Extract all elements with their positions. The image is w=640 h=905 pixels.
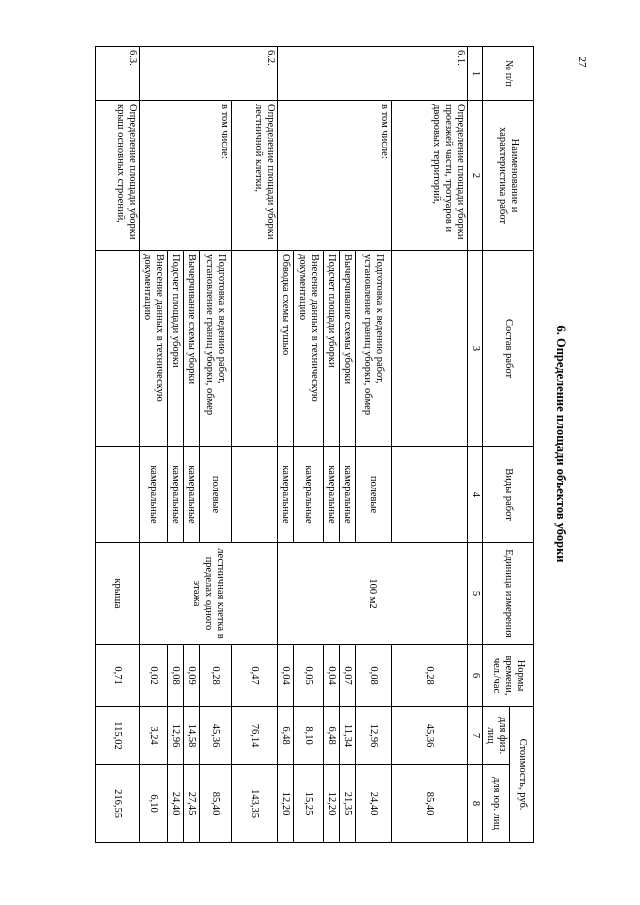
norm-cell: 0,08 <box>355 645 391 707</box>
col-number: 2 <box>467 101 482 251</box>
work-composition <box>391 251 467 447</box>
norm-cell: 0,04 <box>277 645 293 707</box>
header-name: Наименование и характеристика работ <box>482 101 533 251</box>
header-types: Виды работ <box>482 447 533 543</box>
work-type: полевые <box>199 447 231 543</box>
work-composition: Обводка схемы тушью <box>277 251 293 447</box>
header-cost-phys: для физ. лиц <box>482 707 509 765</box>
work-composition <box>95 251 139 447</box>
table-row <box>355 47 391 843</box>
table-row <box>199 47 231 843</box>
work-composition: Вычерчивание схемы уборки <box>339 251 355 447</box>
unit-cell: 100 м2 <box>277 543 467 645</box>
work-name: Определение площади уборки проезжей части, тротуаров и дворовых территорий, <box>391 101 467 251</box>
rotated-page-content <box>112 46 568 842</box>
cost-legal-cell: 24,40 <box>355 765 391 843</box>
cost-legal-cell: 12,20 <box>277 765 293 843</box>
col-number: 1 <box>467 47 482 101</box>
col-number: 4 <box>467 447 482 543</box>
col-number: 6 <box>467 645 482 707</box>
cost-phys-cell: 6,48 <box>277 707 293 765</box>
unit-cell: крыша <box>95 543 139 645</box>
norm-cell: 0,07 <box>339 645 355 707</box>
header-num: № п/п <box>482 47 533 101</box>
work-composition: Подготовка к ведению работ, установление границ уборки, обмер <box>355 251 391 447</box>
col-number: 7 <box>467 707 482 765</box>
cost-phys-cell: 8,10 <box>293 707 323 765</box>
header-cost: Стоимость, руб. <box>510 707 534 843</box>
cost-legal-cell: 6,10 <box>139 765 167 843</box>
cost-phys-cell: 6,48 <box>323 707 339 765</box>
work-sub: в том числе: <box>139 101 231 251</box>
cost-legal-cell: 216,55 <box>95 765 139 843</box>
work-composition: Подсчет площади уборки <box>323 251 339 447</box>
column-number-row <box>467 47 482 843</box>
cost-phys-cell: 3,24 <box>139 707 167 765</box>
work-composition: Внесение данных в техническую документацию <box>139 251 167 447</box>
page-number: 27 <box>576 56 588 68</box>
col-number: 8 <box>467 765 482 843</box>
cost-phys-cell: 45,36 <box>391 707 467 765</box>
work-composition: Подготовка к ведению работ, установление границ уборки, обмер <box>199 251 231 447</box>
norm-cell: 0,05 <box>293 645 323 707</box>
work-type: полевые <box>355 447 391 543</box>
work-type <box>391 447 467 543</box>
cost-legal-cell: 27,45 <box>183 765 199 843</box>
row-number: 6.1. <box>277 47 467 101</box>
norm-cell: 0,08 <box>167 645 183 707</box>
header-cost-legal: для юр. лиц <box>482 765 509 843</box>
table-row <box>231 47 277 843</box>
cost-phys-cell: 115,02 <box>95 707 139 765</box>
norm-cell: 0,02 <box>139 645 167 707</box>
section-title: 6. Определение площади объектов уборки <box>554 325 568 563</box>
unit-cell: лестничная клетка в пределах одного этажа <box>139 543 277 645</box>
header-norms: Нормы времени, чел./час <box>482 645 533 707</box>
norm-cell: 0,28 <box>391 645 467 707</box>
work-type <box>95 447 139 543</box>
work-type: камеральные <box>277 447 293 543</box>
row-number: 6.3. <box>95 47 139 101</box>
work-name: Определение площади уборки крыш основных строений, <box>95 101 139 251</box>
cost-table <box>95 46 534 843</box>
table-row <box>391 47 467 843</box>
norm-cell: 0,71 <box>95 645 139 707</box>
table-row <box>95 47 139 843</box>
work-composition: Вычерчивание схемы уборки <box>183 251 199 447</box>
cost-phys-cell: 76,14 <box>231 707 277 765</box>
col-number: 5 <box>467 543 482 645</box>
work-name: Определение площади уборки лестничной клетки, <box>231 101 277 251</box>
norm-cell: 0,47 <box>231 645 277 707</box>
work-type: камеральные <box>139 447 167 543</box>
work-type <box>231 447 277 543</box>
work-type: камеральные <box>339 447 355 543</box>
cost-phys-cell: 11,34 <box>339 707 355 765</box>
cost-legal-cell: 143,35 <box>231 765 277 843</box>
col-number: 3 <box>467 251 482 447</box>
work-type: камеральные <box>167 447 183 543</box>
header-row <box>510 47 534 843</box>
norm-cell: 0,28 <box>199 645 231 707</box>
cost-legal-cell: 85,40 <box>391 765 467 843</box>
norm-cell: 0,04 <box>323 645 339 707</box>
work-type: камеральные <box>293 447 323 543</box>
cost-legal-cell: 24,40 <box>167 765 183 843</box>
work-composition: Подсчет площади уборки <box>167 251 183 447</box>
work-type: камеральные <box>183 447 199 543</box>
header-unit: Единица измерения <box>482 543 533 645</box>
row-number: 6.2. <box>139 47 277 101</box>
work-composition: Внесение данных в техническую документацию <box>293 251 323 447</box>
cost-legal-cell: 12,20 <box>323 765 339 843</box>
header-composition: Состав работ <box>482 251 533 447</box>
cost-legal-cell: 15,25 <box>293 765 323 843</box>
cost-phys-cell: 45,36 <box>199 707 231 765</box>
norm-cell: 0,09 <box>183 645 199 707</box>
cost-phys-cell: 12,96 <box>355 707 391 765</box>
work-sub: в том числе: <box>277 101 391 251</box>
cost-legal-cell: 85,40 <box>199 765 231 843</box>
work-type: камеральные <box>323 447 339 543</box>
work-composition <box>231 251 277 447</box>
cost-legal-cell: 21,35 <box>339 765 355 843</box>
cost-phys-cell: 14,58 <box>183 707 199 765</box>
cost-phys-cell: 12,96 <box>167 707 183 765</box>
